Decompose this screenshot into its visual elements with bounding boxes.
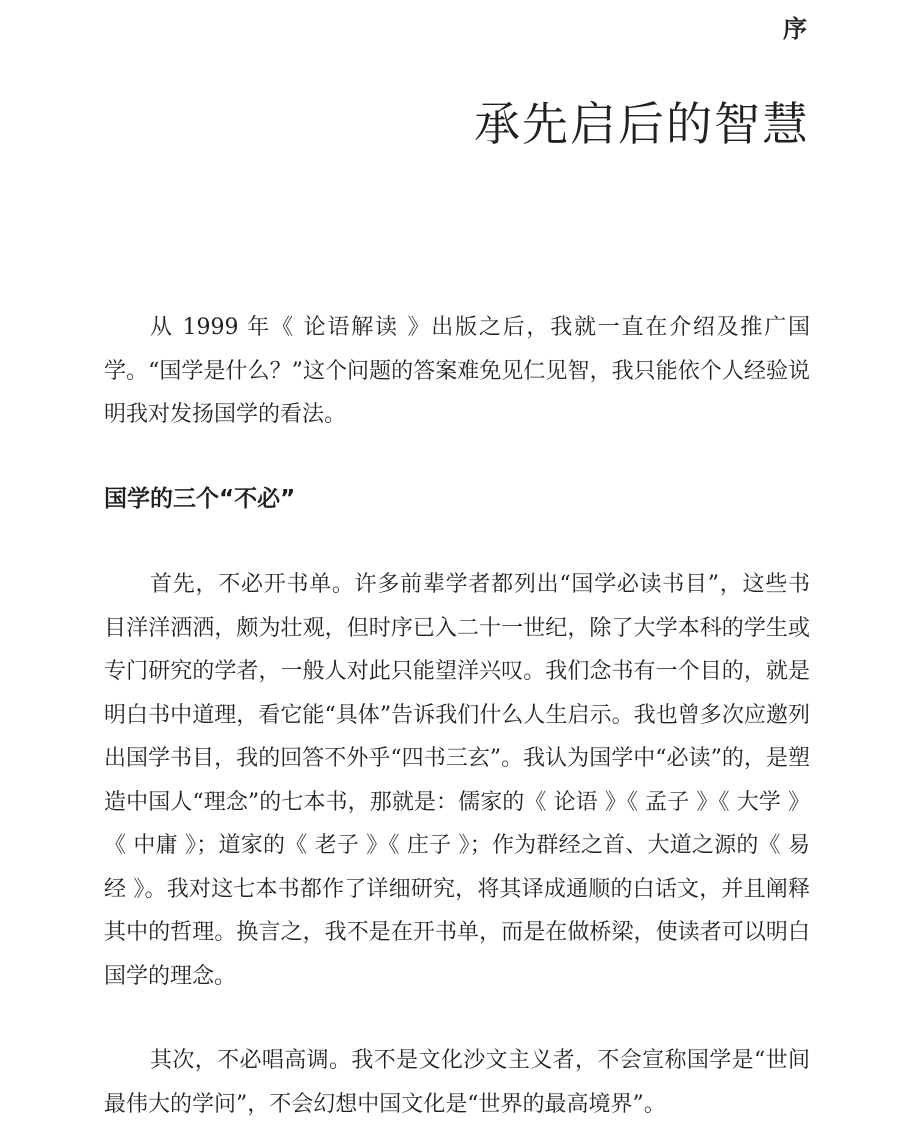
page-title: 承先启后的智慧 (474, 97, 810, 151)
intro-paragraph: 从 1999 年《 论语解读 》出版之后，我就一直在介绍及推广国学。“国学是什么？”这个问题的答案难免见仁见智，我只能依个人经验说明我对发扬国学的看法。 (104, 315, 810, 427)
body-paragraph-first: 首先，不必开书单。许多前辈学者都列出“国学必读书目”，这些书目洋洋洒洒，颇为壮观，但时序已入二十一世纪，除了大学本科的学生或专门研究的学者，一般人对此只能望洋兴叹。我们念书有一个目的，就是明白书中道理，看它能“具体”告诉我们什么人生启示。我也曾多次应邀列出国学书目，我的回答不外乎“四书三玄”。我认为国学中“必读”的，是塑造中国人“理念”的七本书，那就是：儒家的《 论语 》《 孟子 》《 大学 》《 中庸 》；道家的《 老子 》《 庄子 》；作为群经之首、大道之源的《 易经 》。我对这七本书都作了详细研究，将其译成通顺的白话文，并且阐释其中的哲理。换言之，我不是在开书单，而是在做桥梁，使读者可以明白国学的理念。 (104, 572, 810, 989)
section-heading: 国学的三个“不必” (104, 486, 296, 512)
running-head: 序 (783, 15, 807, 43)
body-paragraph-second: 其次，不必唱高调。我不是文化沙文主义者，不会宣称国学是“世间最伟大的学问”，不会幻想中国文化是“世界的最高境界”。 (104, 1048, 810, 1117)
